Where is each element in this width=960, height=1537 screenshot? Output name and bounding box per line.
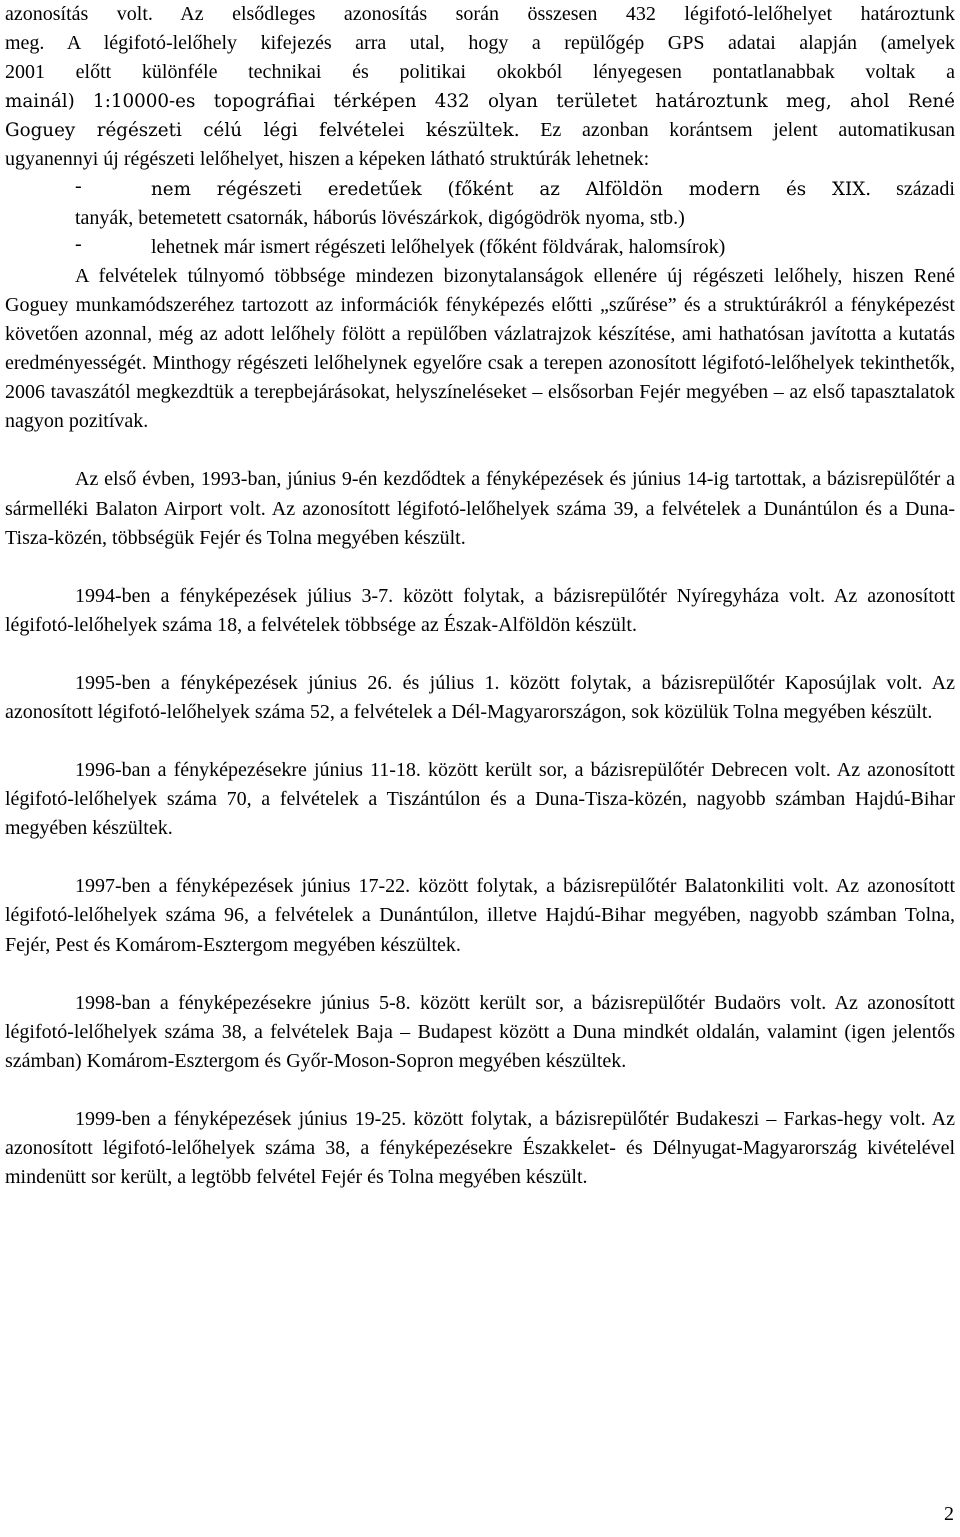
paragraph-1998: 1998-ban a fényképezésekre június 5-8. között került sor, a bázisrepülőtér Budaörs volt. Az azonosított légifotó-lelőhelyek száma 38, a felvételek Baja – Budapest között a Duna mindkét oldalán, valamint (igen jelentős számban) Komárom-Esztergom és Győr-Moson-Sopron megyében készültek. bbox=[5, 991, 955, 1072]
paragraph-1993: Az első évben, 1993-ban, június 9-én kezdődtek a fényképezések és június 14-ig tartottak, a bázisrepülőtér a sármelléki Balaton Airport volt. Az azonosított légifotó-lelőhelyek száma 39, a felvételek a Dunántúlon és a Duna-Tisza-közén, többségük Fejér és Tolna megyében készült. bbox=[5, 468, 955, 549]
intro-text-4: mainál) 1:10000-es topográfiai térképen 432 olyan területet határoztunk meg, ahol René bbox=[5, 91, 955, 113]
bullet-item-1-continuation: tanyák, betemetett csatornák, háborús lövészárkok, digógödrök nyoma, stb.) bbox=[75, 206, 685, 229]
intro-text-5b: Ez azonban korántsem jelent automatikusan bbox=[519, 119, 955, 142]
paragraph-gap bbox=[5, 640, 955, 669]
bullet-text-1-main: nem régészeti eredetűek (főként az Alföldön modern és XIX. bbox=[151, 178, 872, 200]
paragraph-1997: 1997-ben a fényképezések június 17-22. között folytak, a bázisrepülőtér Balatonkiliti volt. Az azonosított légifotó-lelőhelyek száma 96, a felvételek a Dunántúlon, illetve Hajdú-Bihar megyében, nagyobb számban Tolna, Fejér, Pest és Komárom-Esztergom megyében készültek. bbox=[5, 875, 955, 956]
bullet-item-1 bbox=[75, 175, 955, 204]
intro-line-4 bbox=[5, 87, 955, 116]
document-page bbox=[5, 0, 955, 1192]
bullet-item-2 bbox=[75, 233, 955, 262]
intro-line-3 bbox=[5, 58, 955, 87]
bullet-text-1 bbox=[151, 175, 955, 204]
intro-text-5a: Goguey régészeti célú légi felvételei készültek. bbox=[5, 120, 520, 142]
paragraph-gap bbox=[5, 436, 955, 465]
bullet-text-1-tail: századi bbox=[871, 177, 955, 200]
bullet-dash-2: - bbox=[75, 232, 82, 255]
bullet-text-2: lehetnek már ismert régészeti lelőhelyek (főként földvárak, halomsírok) bbox=[151, 235, 726, 258]
paragraph-main: A felvételek túlnyomó többsége mindezen bizonytalanságok ellenére új régészeti lelőhely, hiszen René Goguey munkamódszeréhez tartozott az információk fényképezés előtti „szűrése” és a struktúrákról a fényképezést követően azonnal, még az adott lelőhely fölött a repülőben vázlatrajzok készítése, ami hathatósan javította a kutatás eredményességét. Minthogy régészeti lelőhelynek egyelőre csak a terepen azonosított légifotó-lelőhelyek tekinthetők, 2006 tavaszától megkezdtük a terepbejárásokat, helyszíneléseket – elsősorban Fejér megyében – az első tapasztalatok nagyon pozitívak. bbox=[5, 264, 955, 433]
intro-line-6 bbox=[5, 145, 955, 174]
paragraph-gap bbox=[5, 553, 955, 582]
intro-line-1 bbox=[5, 0, 955, 29]
paragraph-1994: 1994-ben a fényképezések július 3-7. között folytak, a bázisrepülőtér Nyíregyháza volt. Az azonosított légifotó-lelőhelyek száma 18, a felvételek többsége az Észak-Alföldön készült. bbox=[5, 584, 955, 636]
bullet-list bbox=[5, 175, 955, 262]
paragraph-1996: 1996-ban a fényképezésekre június 11-18. között került sor, a bázisrepülőtér Debrecen volt. Az azonosított légifotó-lelőhelyek száma 70, a felvételek a Tiszántúlon és a Duna-Tisza-közén, nagyobb számban Hajdú-Bihar megyében készültek. bbox=[5, 759, 955, 840]
paragraph-1995: 1995-ben a fényképezések június 26. és július 1. között folytak, a bázisrepülőtér Kaposújlak volt. Az azonosított légifotó-lelőhelyek száma 52, a felvételek a Dél-Magyarországon, sok közülük Tolna megyében készült. bbox=[5, 671, 955, 723]
intro-text-3: 2001 előtt különféle technikai és politikai okokból lényegesen pontatlanabbak voltak a bbox=[5, 61, 955, 84]
intro-text-6: ugyanennyi új régészeti lelőhelyet, hiszen a képeken látható struktúrák lehetnek: bbox=[5, 148, 650, 171]
intro-line-5 bbox=[5, 116, 955, 145]
intro-text-1: azonosítás volt. Az elsődleges azonosítás során összesen 432 légifotó-lelőhelyet határoztunk bbox=[5, 3, 955, 25]
intro-line-2 bbox=[5, 29, 955, 58]
paragraph-gap bbox=[5, 727, 955, 756]
intro-text-2: meg. A légifotó-lelőhely kifejezés arra utal, hogy a repülőgép GPS adatai alapján (amelyek bbox=[5, 32, 955, 55]
paragraph-gap bbox=[5, 960, 955, 989]
paragraph-1999: 1999-ben a fényképezések június 19-25. között folytak, a bázisrepülőtér Budakeszi – Farkas-hegy volt. Az azonosított légifotó-lelőhelyek száma 38, a fényképezésekre Északkelet- és Délnyugat-Magyarország kivételével mindenütt sor került, a legtöbb felvétel Fejér és Tolna megyében készült. bbox=[5, 1107, 955, 1189]
paragraph-gap bbox=[5, 843, 955, 872]
page-number: 2 bbox=[944, 1503, 954, 1525]
paragraph-gap bbox=[5, 1076, 955, 1105]
bullet-dash-1: - bbox=[75, 174, 82, 197]
